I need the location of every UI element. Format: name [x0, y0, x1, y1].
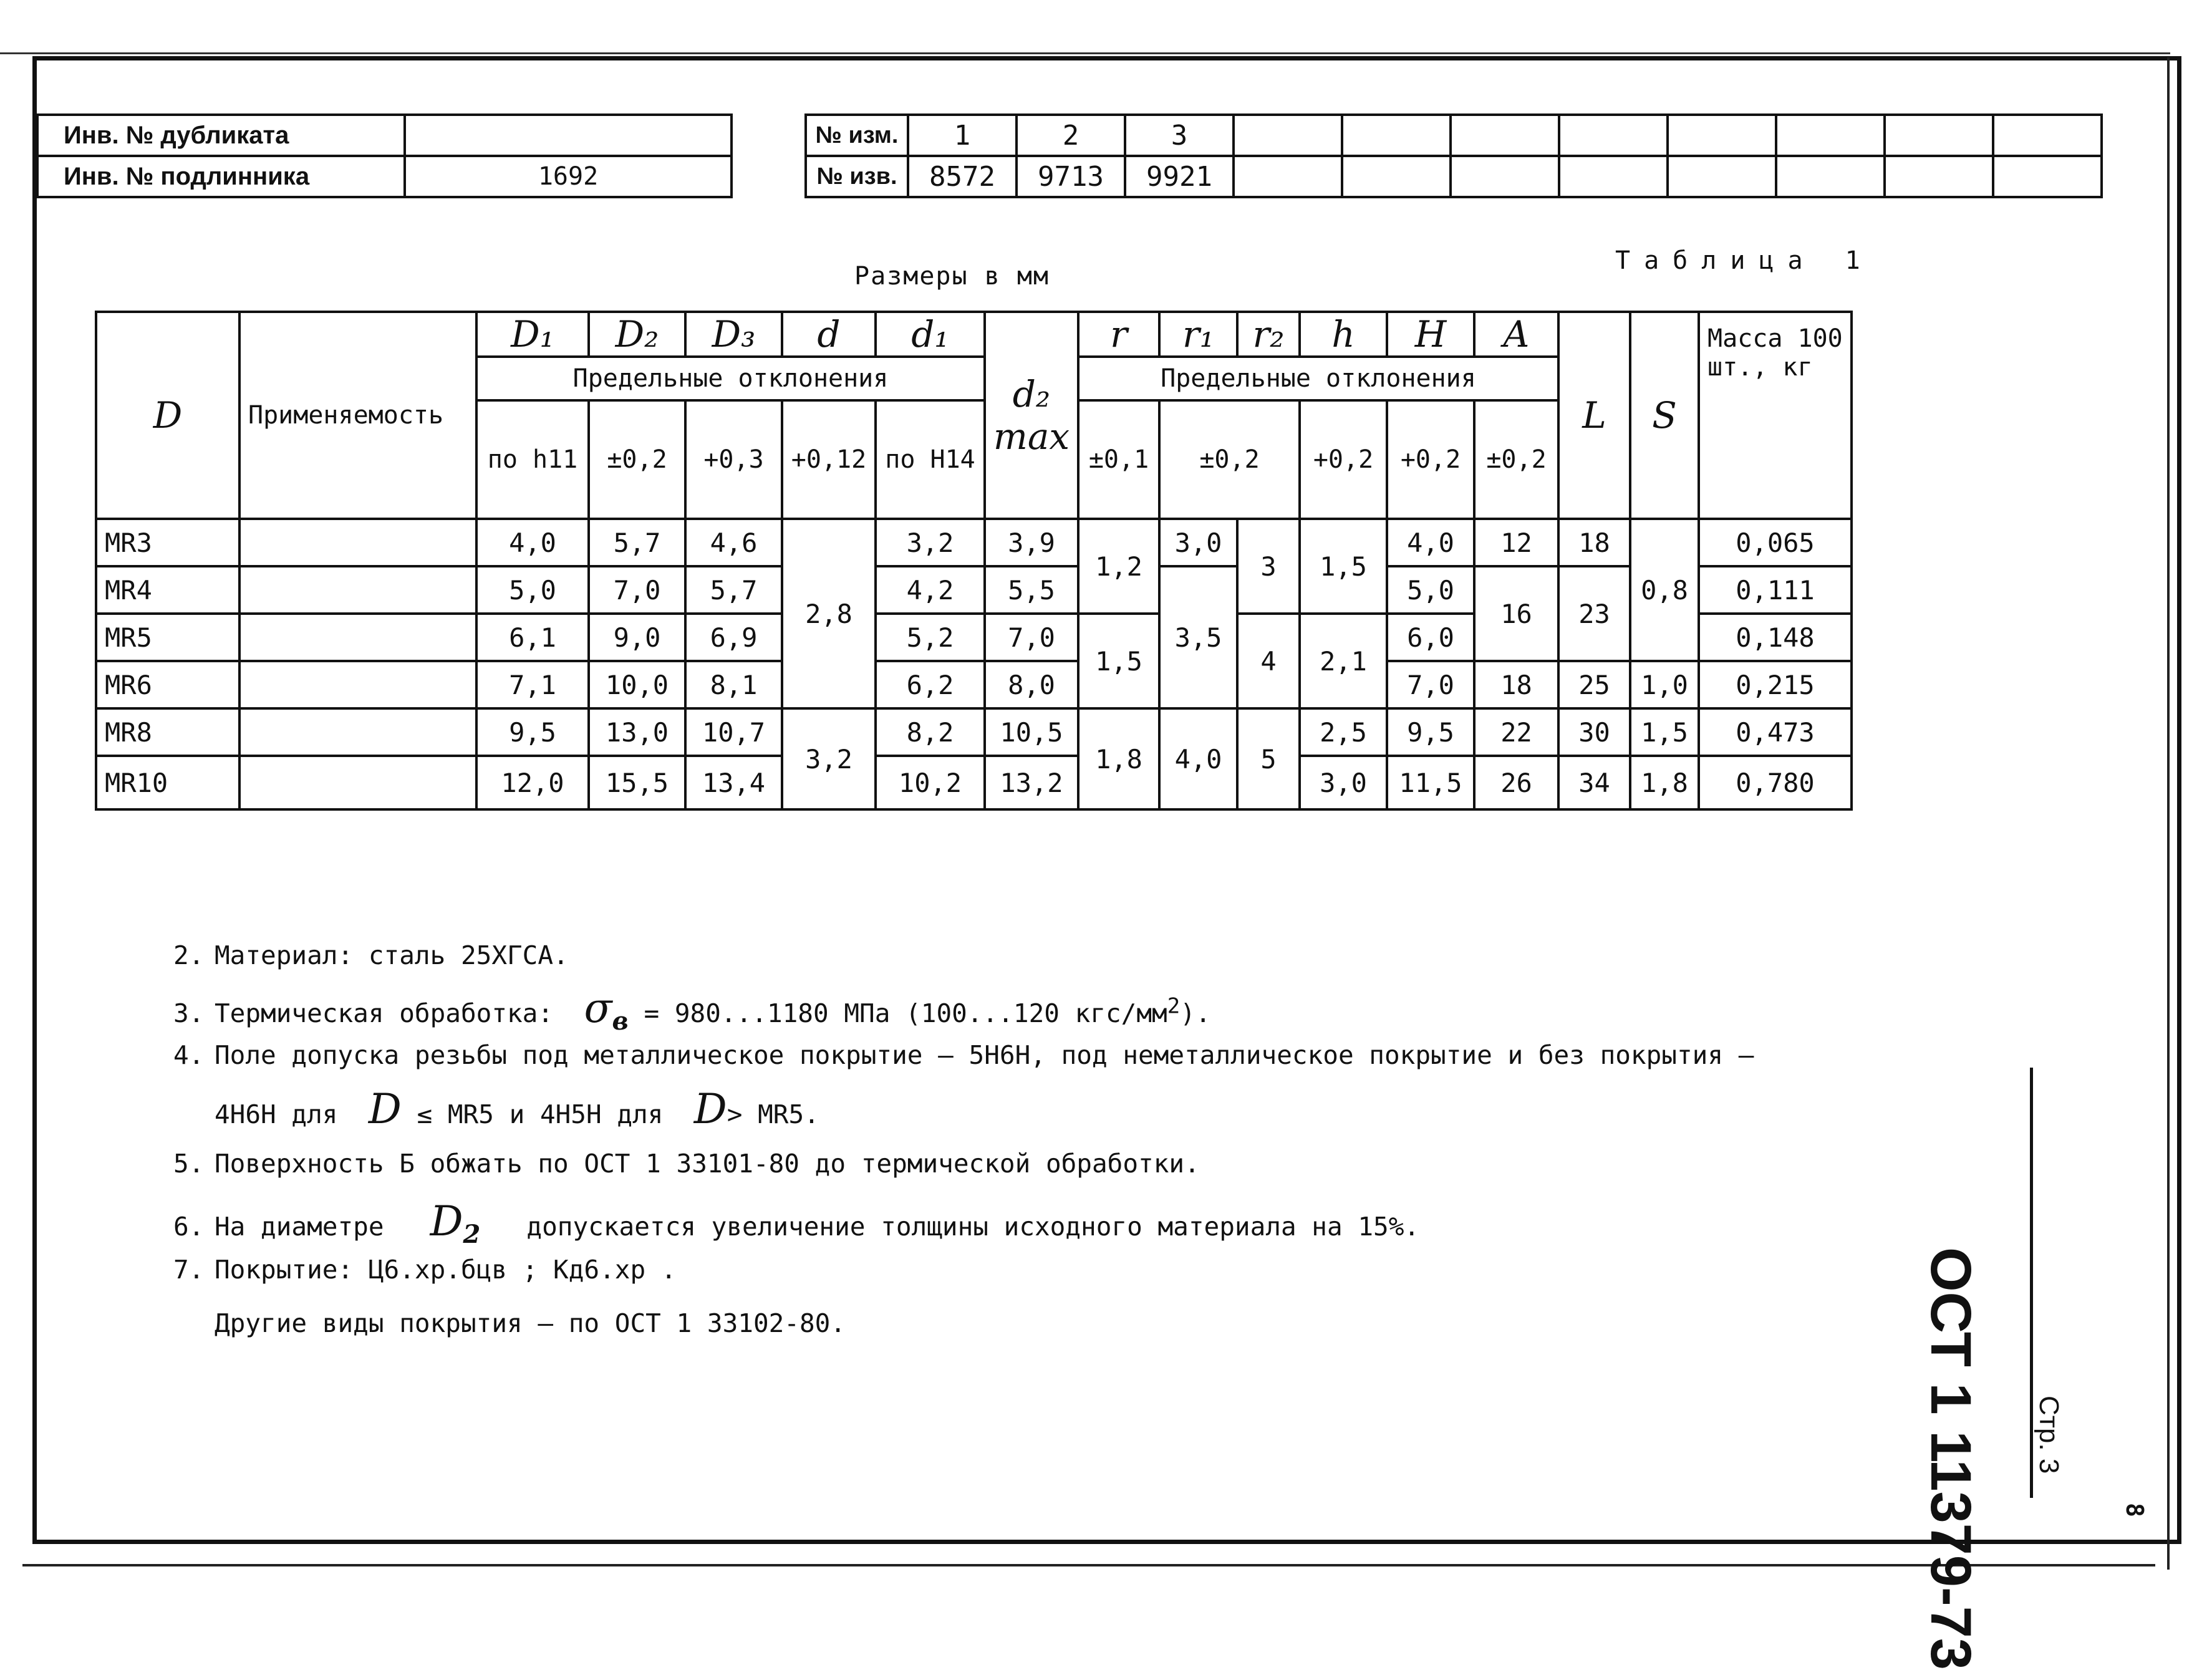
note-value: = 980...1180 МПа (100...120 кгс/мм	[644, 998, 1167, 1028]
col-header-d2-symbol: d₂	[1012, 373, 1051, 415]
sheet-top-edge	[0, 52, 2170, 54]
cell-applicability	[239, 614, 476, 661]
cell-applicability	[239, 708, 476, 756]
cell-H: 6,0	[1387, 614, 1474, 661]
col-header-d1: d₁	[876, 312, 985, 357]
doc-number-row	[806, 156, 2102, 197]
cell-D1: 6,1	[476, 614, 589, 661]
cell-mass: 0,215	[1699, 661, 1852, 708]
note-number: 7.	[173, 1255, 205, 1285]
col-header-D3: D₃	[685, 312, 782, 357]
col-header-r1: r₁	[1159, 312, 1237, 357]
document-code: ОСТ 1 11379-73	[1919, 1247, 1983, 1670]
cell-r2: 3	[1237, 519, 1300, 614]
cell-H: 9,5	[1387, 708, 1474, 756]
inv-duplicate-value	[405, 115, 732, 156]
cell-S: 1,8	[1630, 756, 1699, 809]
sigma-subscript: в	[612, 1006, 629, 1036]
cell-r1: 3,5	[1159, 566, 1237, 708]
doc-number-cell	[1234, 156, 1342, 197]
doc-number-cell	[1776, 156, 1885, 197]
note-4-line-1	[173, 1040, 1754, 1070]
cell-h: 2,5	[1300, 708, 1387, 756]
change-number-cell	[1885, 115, 1993, 156]
change-number-cell: 2	[1017, 115, 1125, 156]
change-register-table	[804, 113, 2103, 198]
doc-number-cell: 9921	[1125, 156, 1234, 197]
limit-deviations-label: Предельные отклонения	[1078, 357, 1558, 400]
doc-number-cell	[1885, 156, 1993, 197]
inventory-table	[36, 113, 733, 198]
doc-number-cell	[1451, 156, 1559, 197]
cell-S: 0,8	[1630, 519, 1699, 661]
note-text: допускается увеличение толщины исходного материала на 15%.	[526, 1212, 1420, 1242]
cell-d1: 6,2	[876, 661, 985, 708]
change-number-cell	[1993, 115, 2102, 156]
note-text: ≤ MR5 и 4Н5Н для	[417, 1099, 664, 1129]
cell-h: 2,1	[1300, 614, 1387, 708]
doc-number-cell	[1342, 156, 1451, 197]
note-5	[173, 1149, 1200, 1179]
change-number-cell	[1668, 115, 1776, 156]
note-number: 3.	[173, 998, 205, 1028]
note-text: Материал: сталь 25ХГСА.	[215, 940, 569, 970]
cell-H: 11,5	[1387, 756, 1474, 809]
change-number-cell: 3	[1125, 115, 1234, 156]
cell-r1: 3,0	[1159, 519, 1237, 566]
cell-L: 23	[1558, 566, 1630, 661]
change-number-cell	[1234, 115, 1342, 156]
change-number-cell: 1	[908, 115, 1017, 156]
note-2	[173, 940, 569, 970]
limit-deviations-label: Предельные отклонения	[476, 357, 985, 400]
cell-d1: 8,2	[876, 708, 985, 756]
cell-D2: 15,5	[589, 756, 685, 809]
sheet-bottom-edge	[22, 1564, 2155, 1566]
cell-D1: 9,5	[476, 708, 589, 756]
note-text: > MR5.	[727, 1099, 819, 1129]
change-number-cell	[1559, 115, 1668, 156]
cell-D: MR4	[96, 566, 239, 614]
cell-d1: 10,2	[876, 756, 985, 809]
tolerance-H: +0,2	[1387, 400, 1474, 519]
cell-d1: 4,2	[876, 566, 985, 614]
cell-r1: 4,0	[1159, 708, 1237, 809]
header-symbol-row	[96, 312, 1852, 357]
cell-r2: 4	[1237, 614, 1300, 708]
table-row	[96, 756, 1852, 809]
note-text: Поверхность Б обжать по ОСТ 1 33101-80 до термической обработки.	[215, 1149, 1200, 1179]
cell-D3: 10,7	[685, 708, 782, 756]
cell-applicability	[239, 519, 476, 566]
sheet-number: 8	[2121, 1503, 2148, 1517]
cell-D: MR5	[96, 614, 239, 661]
doc-number-cell: 8572	[908, 156, 1017, 197]
note-number: 6.	[173, 1212, 205, 1242]
cell-D1: 12,0	[476, 756, 589, 809]
inv-duplicate-label: Инв. № дубликата	[37, 115, 405, 156]
D2-subscript: 2	[463, 1220, 481, 1249]
note-7-extra	[215, 1308, 846, 1338]
doc-number-cell: 9713	[1017, 156, 1125, 197]
col-header-h: h	[1300, 312, 1387, 357]
sigma-symbol: σ	[584, 984, 612, 1032]
col-header-r2: r₂	[1237, 312, 1300, 357]
col-header-mass: Масса 100 шт., кг	[1699, 312, 1852, 519]
table-row	[96, 661, 1852, 708]
note-superscript: 2	[1167, 993, 1181, 1019]
inventory-row-original	[37, 156, 732, 197]
cell-D3: 13,4	[685, 756, 782, 809]
cell-applicability	[239, 661, 476, 708]
col-header-A: A	[1474, 312, 1558, 357]
cell-S: 1,0	[1630, 661, 1699, 708]
cell-mass: 0,473	[1699, 708, 1852, 756]
doc-number-cell	[1668, 156, 1776, 197]
cell-mass: 0,111	[1699, 566, 1852, 614]
inv-original-label: Инв. № подлинника	[37, 156, 405, 197]
note-text: 4Н6Н для	[215, 1099, 338, 1129]
col-header-D1: D₁	[476, 312, 589, 357]
cell-H: 7,0	[1387, 661, 1474, 708]
sheet-right-edge	[2167, 57, 2170, 1570]
inv-original-value: 1692	[405, 156, 732, 197]
note-text: Покрытие: Ц6.хр.бцв ; Кд6.хр .	[215, 1255, 677, 1285]
cell-r: 1,8	[1078, 708, 1159, 809]
cell-D: MR8	[96, 708, 239, 756]
cell-A: 26	[1474, 756, 1558, 809]
cell-D3: 6,9	[685, 614, 782, 661]
note-text: На диаметре	[215, 1212, 384, 1242]
inventory-row-duplicate	[37, 115, 732, 156]
cell-d2: 10,5	[985, 708, 1078, 756]
cell-h: 1,5	[1300, 519, 1387, 614]
tolerance-d: +0,12	[782, 400, 876, 519]
cell-d2: 5,5	[985, 566, 1078, 614]
table-row	[96, 566, 1852, 614]
cell-mass: 0,148	[1699, 614, 1852, 661]
col-header-L: L	[1558, 312, 1630, 519]
cell-D: MR3	[96, 519, 239, 566]
col-header-S: S	[1630, 312, 1699, 519]
note-number: 5.	[173, 1149, 205, 1179]
col-header-d2	[985, 312, 1078, 519]
cell-A: 22	[1474, 708, 1558, 756]
col-header-applicability: Применяемость	[239, 312, 476, 519]
cell-D: MR6	[96, 661, 239, 708]
doc-number-cell	[1559, 156, 1668, 197]
cell-L: 18	[1558, 519, 1630, 566]
cell-d2: 8,0	[985, 661, 1078, 708]
note-3	[173, 984, 1211, 1036]
cell-r: 1,5	[1078, 614, 1159, 708]
note-4-line-2	[215, 1085, 819, 1133]
cell-D3: 8,1	[685, 661, 782, 708]
note-text: Другие виды покрытия – по ОСТ 1 33102-80.	[215, 1308, 846, 1338]
cell-S: 1,5	[1630, 708, 1699, 756]
cell-A: 12	[1474, 519, 1558, 566]
cell-L: 30	[1558, 708, 1630, 756]
col-header-r: r	[1078, 312, 1159, 357]
cell-D1: 4,0	[476, 519, 589, 566]
cell-D2: 10,0	[589, 661, 685, 708]
note-text: Поле допуска резьбы под металлическое покрытие – 5Н6Н, под неметаллическое покрытие и без покрытия –	[215, 1040, 1754, 1070]
col-header-H: H	[1387, 312, 1474, 357]
tolerance-h: +0,2	[1300, 400, 1387, 519]
cell-D2: 9,0	[589, 614, 685, 661]
cell-D2: 5,7	[589, 519, 685, 566]
cell-d1: 5,2	[876, 614, 985, 661]
cell-H: 5,0	[1387, 566, 1474, 614]
cell-d1: 3,2	[876, 519, 985, 566]
tolerance-d1: по H14	[876, 400, 985, 519]
change-no-label: № изм.	[806, 115, 908, 156]
change-number-cell	[1342, 115, 1451, 156]
cell-D1: 7,1	[476, 661, 589, 708]
cell-L: 34	[1558, 756, 1630, 809]
note-7	[173, 1255, 677, 1285]
cell-d: 3,2	[782, 708, 876, 809]
change-number-row	[806, 115, 2102, 156]
dimensions-table	[95, 311, 1853, 811]
note-text: Термическая обработка:	[215, 998, 554, 1028]
cell-D3: 5,7	[685, 566, 782, 614]
cell-h: 3,0	[1300, 756, 1387, 809]
tolerance-D2: ±0,2	[589, 400, 685, 519]
table-row	[96, 519, 1852, 566]
doc-number-cell	[1993, 156, 2102, 197]
units-caption: Размеры в мм	[854, 262, 1050, 291]
note-end: ).	[1180, 998, 1211, 1028]
col-header-d: d	[782, 312, 876, 357]
note-number: 4.	[173, 1040, 205, 1070]
cell-A: 18	[1474, 661, 1558, 708]
cell-A: 16	[1474, 566, 1558, 661]
change-number-cell	[1451, 115, 1559, 156]
col-header-D: D	[96, 312, 239, 519]
doc-no-label: № изв.	[806, 156, 908, 197]
cell-d2: 7,0	[985, 614, 1078, 661]
tolerance-r: ±0,1	[1078, 400, 1159, 519]
cell-L: 25	[1558, 661, 1630, 708]
table-caption: Таблица 1	[1615, 246, 1874, 275]
cell-D1: 5,0	[476, 566, 589, 614]
D-symbol: D	[368, 1085, 402, 1133]
col-header-D2: D₂	[589, 312, 685, 357]
tolerance-D3: +0,3	[685, 400, 782, 519]
change-number-cell	[1776, 115, 1885, 156]
table-row	[96, 708, 1852, 756]
cell-d2: 3,9	[985, 519, 1078, 566]
note-number: 2.	[173, 940, 205, 970]
D-symbol: D	[693, 1085, 727, 1133]
cell-mass: 0,065	[1699, 519, 1852, 566]
tolerance-A: ±0,2	[1474, 400, 1558, 519]
tolerance-D1: по h11	[476, 400, 589, 519]
cell-d2: 13,2	[985, 756, 1078, 809]
cell-applicability	[239, 756, 476, 809]
cell-D2: 13,0	[589, 708, 685, 756]
cell-H: 4,0	[1387, 519, 1474, 566]
D2-symbol: D	[430, 1197, 463, 1245]
note-6	[173, 1197, 1419, 1249]
cell-d: 2,8	[782, 519, 876, 708]
page-number: Стр. 3	[2034, 1396, 2064, 1474]
tolerance-r1: ±0,2	[1159, 400, 1300, 519]
cell-D2: 7,0	[589, 566, 685, 614]
cell-r: 1,2	[1078, 519, 1159, 614]
cell-mass: 0,780	[1699, 756, 1852, 809]
cell-r2: 5	[1237, 708, 1300, 809]
cell-D3: 4,6	[685, 519, 782, 566]
cell-D: MR10	[96, 756, 239, 809]
col-header-d2-max: max	[993, 415, 1070, 458]
cell-applicability	[239, 566, 476, 614]
